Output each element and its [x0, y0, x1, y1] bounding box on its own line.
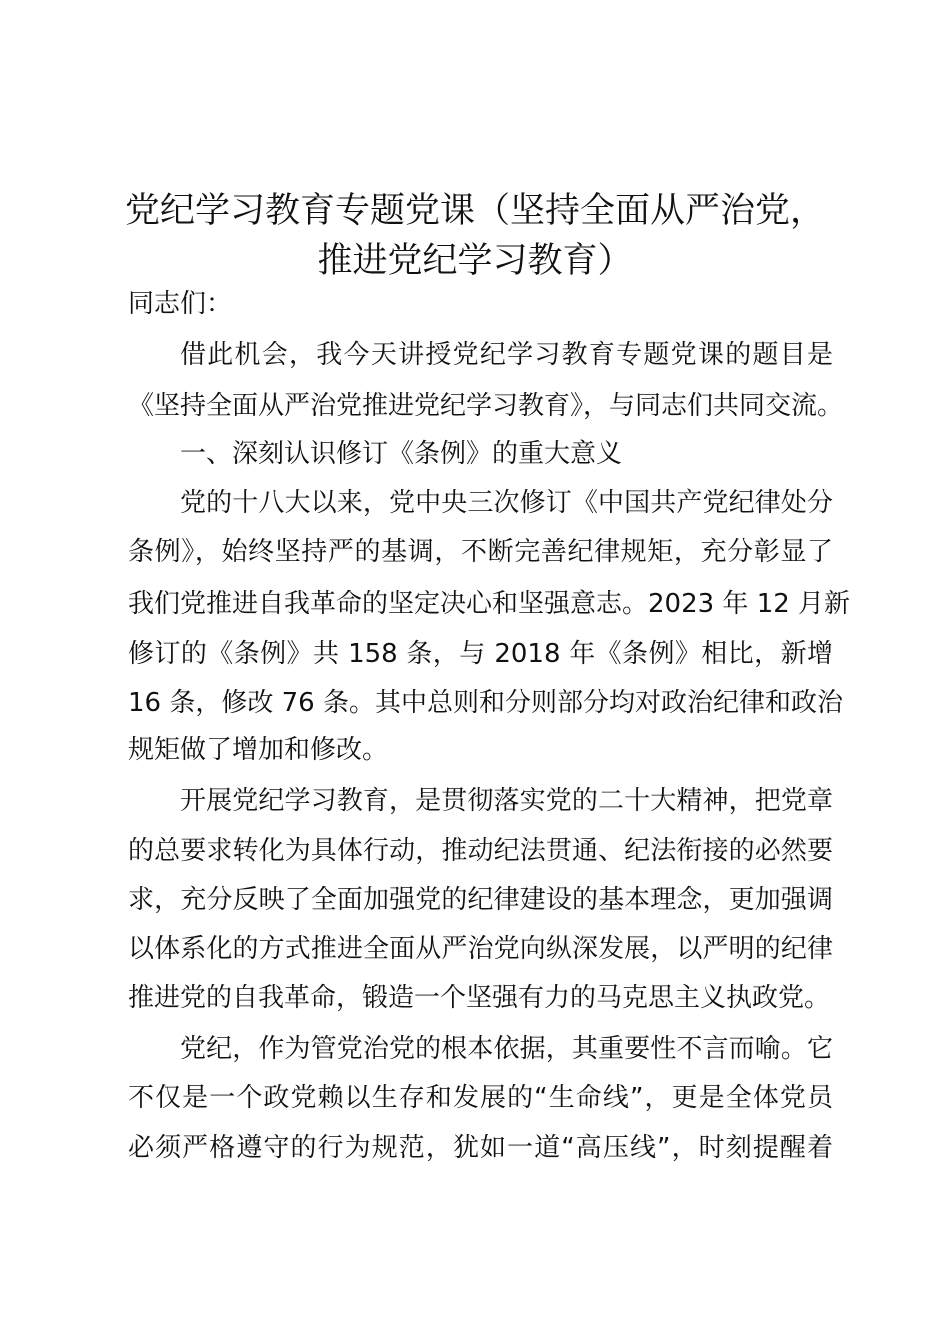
paragraph-line: 不仅是一个政党赖以生存和发展的“生命线”，更是全体党员: [128, 1083, 833, 1113]
paragraph-line: 推进党的自我革命，锻造一个坚强有力的马克思主义执政党。: [128, 983, 831, 1013]
document-title-line-2: 推进党纪学习教育）: [317, 241, 633, 281]
paragraph-line: 求，充分反映了全面加强党的纪律建设的基本理念，更加强调: [128, 885, 833, 915]
paragraph-line: 必须严格遵守的行为规范，犹如一道“高压线”，时刻提醒着: [128, 1133, 833, 1163]
paragraph-line: 《坚持全面从严治党推进党纪学习教育》，与同志们共同交流。: [128, 391, 844, 421]
salutation: 同志们：: [128, 289, 233, 319]
paragraph-line: 党纪，作为管党治党的根本依据，其重要性不言而喻。它: [180, 1034, 833, 1064]
section-heading: 一、深刻认识修订《条例》的重大意义: [180, 439, 623, 469]
paragraph-line: 16 条，修改 76 条。其中总则和分则部分均对政治纪律和政治: [128, 688, 843, 718]
paragraph-line: 党的十八大以来，党中央三次修订《中国共产党纪律处分: [180, 488, 833, 518]
paragraph-line: 开展党纪学习教育，是贯彻落实党的二十大精神，把党章: [180, 786, 833, 816]
paragraph-line: 以体系化的方式推进全面从严治党向纵深发展，以严明的纪律: [128, 934, 833, 964]
paragraph-line: 条例》，始终坚持严的基调，不断完善纪律规矩，充分彰显了: [128, 537, 833, 567]
paragraph-line: 我们党推进自我革命的坚定决心和坚强意志。2023 年 12 月新: [128, 589, 851, 619]
paragraph-line: 规矩做了增加和修改。: [128, 735, 389, 765]
document-title-line-1: 党纪学习教育专题党课（坚持全面从严治党，: [124, 191, 825, 231]
paragraph-line: 修订的《条例》共 158 条，与 2018 年《条例》相比，新增: [128, 639, 833, 669]
paragraph-line: 借此机会，我今天讲授党纪学习教育专题党课的题目是: [180, 340, 833, 370]
paragraph-line: 的总要求转化为具体行动，推动纪法贯通、纪法衔接的必然要: [128, 836, 833, 866]
